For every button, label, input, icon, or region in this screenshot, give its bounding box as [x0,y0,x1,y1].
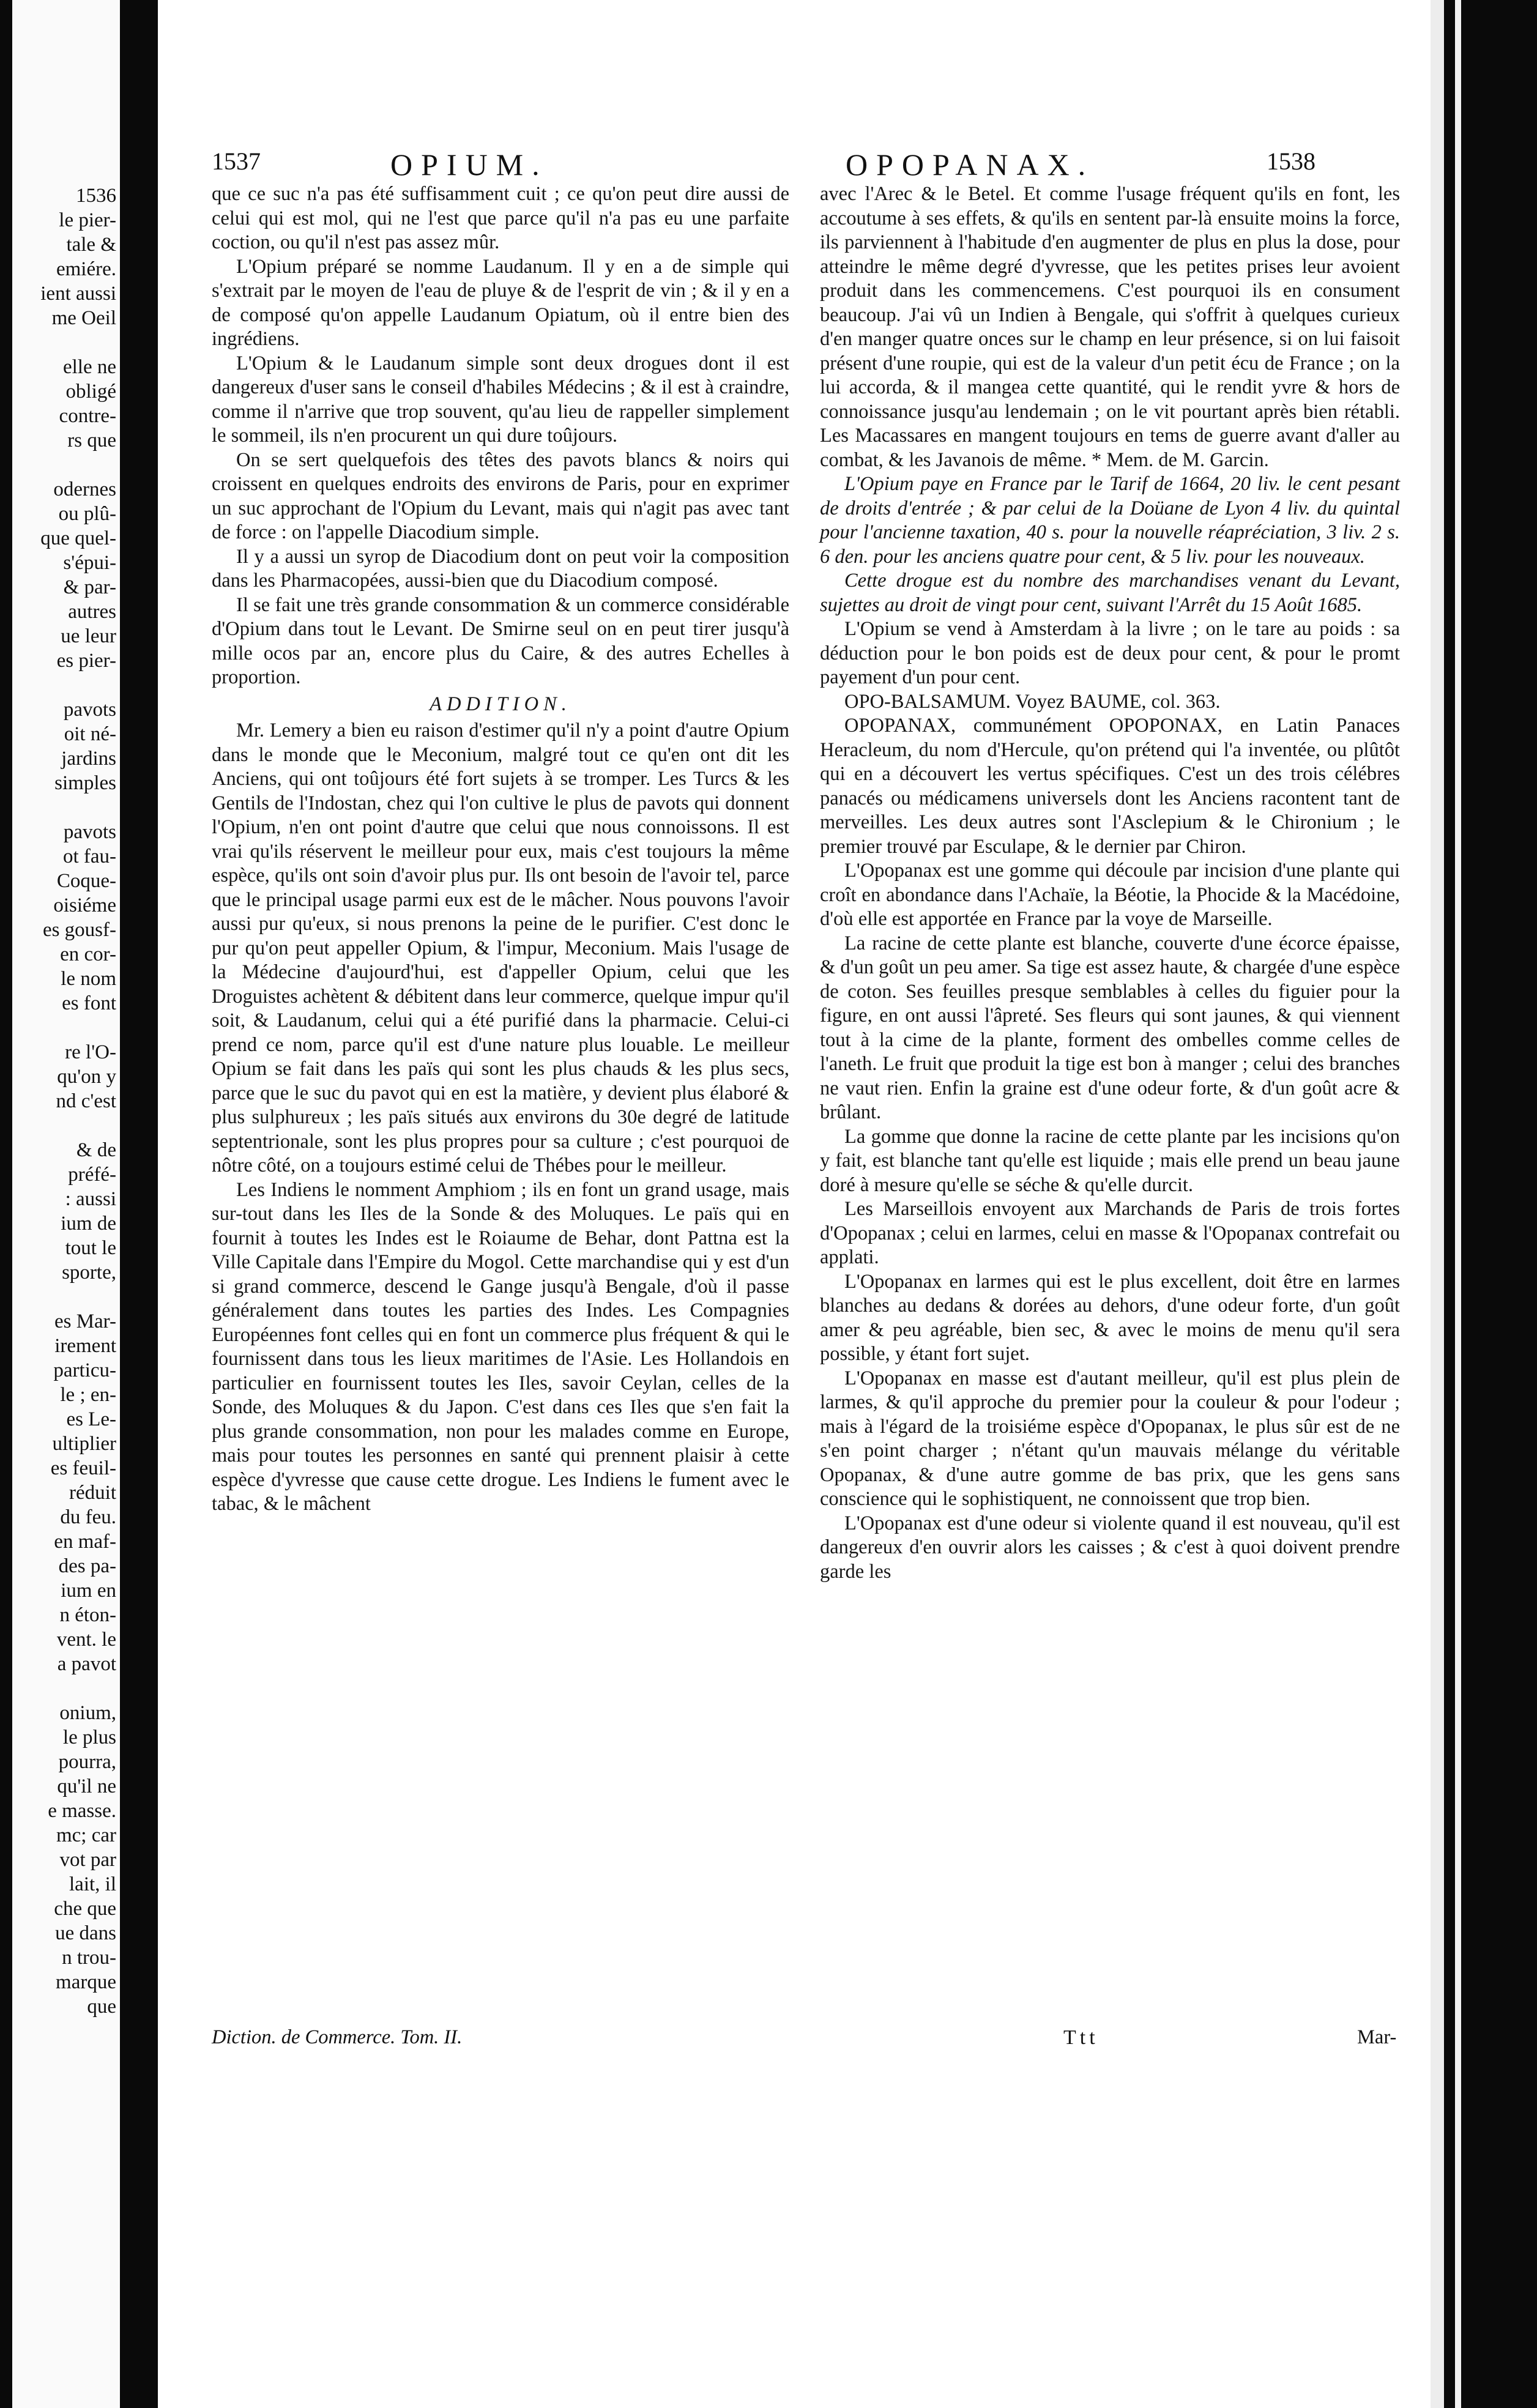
fragment-line: jardins [61,748,116,770]
entry-opo-balsamum: OPO-BALSAMUM. Voyez BAUME, col. 363. [844,690,1221,713]
fragment-line: elle ne [62,356,116,378]
levant-paragraph: Cette drogue est du nombre des marchandises venant du Levant, sujettes au droit de vingt pour cent, suivant l'Arrêt du 15 Août 1685. [820,570,1400,616]
addition-heading: ADDITION. [430,693,571,715]
fragment-line: me Oeil [51,307,116,329]
previous-page-fragment [12,0,120,2408]
paragraph: La gomme que donne la racine de cette plante par les incisions qu'on y fait, est blanche tant qu'elle est liquide ; mais elle prend un beau jaune doré à mesure qu'elle se séche & qu'elle durcit. [820,1125,1400,1196]
fragment-line: emiére. [56,258,116,280]
left-column [212,182,789,1517]
fragment-line: du feu. [60,1506,116,1528]
book-gutter [120,0,158,2408]
fragment-line: pavots [63,821,116,843]
paragraph: Mr. Lemery a bien eu raison d'estimer qu'il n'y a point d'autre Opium dans le monde que le Meconium, malgré tout ce qu'en ont dit les Anciens, qui ont toûjours été fort sujets à se tromper. Les Turcs & les Gentils de l'Indostan, chez qui l'on cultive le plus de pavots qui donnent l'Opium, n'en ont point d'autre que celui que nous connoissons. Il est vrai qu'ils réservent le meilleur pour eux, mais c'est toujours la même espèce, qu'ils ont soin d'avoir plus pur. Ils ont besoin de l'avoir tel, parce que le principal usage parmi eux est de le mâcher. Nous pouvons l'avoir aussi pur qu'eux, si nous prenons la peine de le purifier. C'est donc le pur qu'on peut appeller Opium, & l'impur, Meconium. Mais l'usage de la Médecine d'aujourd'hui, est d'appeller Opium, celui que les Droguistes achètent & débitent dans leur commerce, quelque impur qu'il soit, & Laudanum, celui qui a été purifié dans la pharmacie. Celui-ci prend ce nom, parce qu'il est d'une nature plus louable. Le meilleur Opium se fait dans les païs qui sont les plus chauds & les plus secs, parce que le suc du pavot qui en est la matière, y devient plus élaboré & plus sulphureux ; les païs situés aux environs du 30e degré de latitude septentrionale, sont les plus propres pour sa culture ; c'est pourquoi de nôtre côté, on a toujours estimé celui de Thébes pour le meilleur. [212,719,789,1176]
fragment-line: tout le [65,1237,116,1259]
fragment-line [12,795,120,820]
paragraph: L'Opopanax en larmes qui est le plus excellent, doit être en larmes blanches au dedans & dorées au dehors, d'une odeur forte, d'un goût amer & peu agréable, bien sec, & avec le moins de menu qu'il sera possible, y étant fort sujet. [820,1270,1400,1365]
paragraph: L'Opium préparé se nomme Laudanum. Il y en a de simple qui s'extrait par le moyen de l'eau de pluye & de l'esprit de vin ; & il y en a de composé qu'on appelle Laudanum Opiatum, où il entre bien des ingrédiens. [212,255,789,350]
fragment-line: des pa- [58,1555,116,1577]
paragraph: Les Marseillois envoyent aux Marchands de Paris de trois fortes d'Opopanax ; celui en larmes, celui en masse & l'Opopanax contrefait ou applati. [820,1198,1400,1268]
fragment-line: tale & [66,234,116,256]
fragment-line: autres [68,601,116,623]
tariff-paragraph: L'Opium paye en France par le Tarif de 1664, 20 liv. le cent pesant de droits d'entrée ; & par celui de la Doüane de Lyon 4 liv. du quintal pour l'ancienne taxation, 40 s. pour la nouvelle réapréciation, 3 liv. 2 s. 6 den. pour les anciens quatre pour cent, & 5 liv. pour les nouveaux. [820,473,1400,568]
fragment-line: ient aussi [40,283,116,305]
fragment-line: vent. le [56,1629,116,1651]
fragment-line: & par- [63,576,116,598]
fragment-line: es font [62,992,116,1014]
fragment-line: n trou- [62,1947,116,1969]
catchword: Mar- [1357,2026,1397,2048]
fragment-line [12,1676,120,1701]
fragment-line: mc; car [56,1824,116,1846]
fragment-line: ou plû- [58,503,116,525]
fragment-line: qu'il ne [57,1775,116,1797]
paragraph: avec l'Arec & le Betel. Et comme l'usage fréquent qu'ils en font, les accoutume à ses effets, & qu'ils en sentent par-là ensuite moins la force, ils parviennent à l'habitude d'en augmenter de plus en plus la dose, pour atteindre le même degré d'yvresse, que les petites prises leur avoient produit dans les commencemens. C'est pourquoi ils en consument beaucoup. J'ai vû un Indien à Bengale, qui s'offrit à quelques curieux d'en manger quatre onces sur le champ en leur présence, si on lui faisoit présent d'une roupie, qui est de la valeur d'un petit écu de France ; on la lui accorda, & il mangea cette quantité, qui le rendit yvre & hors de connoissance jusqu'au lendemain ; on le vit pourtant après bien rétabli. Les Macassares en mangent toujours en tems de guerre avant d'aller au combat, & les Javanois de même. * Mem. de M. Garcin. [820,183,1400,471]
fragment-line: simples [54,772,116,794]
fragment-line: oit né- [64,723,116,745]
fragment-line: contre- [59,405,116,427]
fragment-line: ue dans [55,1922,116,1944]
fragment-line: marque [56,1971,116,1993]
fragment-line: obligé [65,381,116,403]
fragment-line: onium, [59,1702,116,1724]
fragment-line: le nom [61,968,116,990]
fragment-line: préfé- [68,1164,116,1186]
fragment-line: ot fau- [62,845,116,868]
fragment-line: le ; en- [60,1384,116,1406]
fragment-line: sporte, [62,1262,116,1284]
fragment-line: particu- [53,1359,116,1381]
entry-opopanax: OPOPANAX, communément OPOPONAX, en Latin Panaces Heracleum, du nom d'Hercule, qu'on prétend qui l'a inventée, ou plûtôt qui en a découvert les vertus spécifiques. C'est un des trois célébres panacés ou médicamens universels dont les Anciens racontent tant de merveilles. Les deux autres sont l'Asclepium & le Chironium ; le premier trouvé par Esculape, & le dernier par Chiron. [820,715,1400,858]
fragment-line [12,673,120,697]
fragment-line: : aussi [65,1188,116,1210]
scan-border-right [1444,0,1537,2408]
paragraph: On se sert quelquefois des têtes des pavots blancs & noirs qui croissent en quelques endroits des environs de Paris, pour en exprimer un suc approchant de l'Opium du Levant, mais qui n'agit pas avec tant de force : on l'appelle Diacodium simple. [212,448,789,543]
paragraph: L'Opium & le Laudanum simple sont deux drogues dont il est dangereux d'user sans le conseil d'habiles Médecins ; & il est à craindre, comme il n'arrive que trop souvent, qu'au lieu de rappeller simplement le sommeil, ils n'en procurent un qui dure toûjours. [212,352,789,447]
fragment-line: s'épui- [63,552,116,574]
fragment-line: en maf- [54,1531,116,1553]
paragraph: L'Opium se vend à Amsterdam à la livre ; on le tare au poids : sa déduction pour le bon poids est de deux pour cent, & pour le promt payement d'un pour cent. [820,618,1400,688]
fragment-line: e masse. [48,1800,116,1822]
fragment-line: ue leur [61,625,116,647]
fragment-line: re l'O- [65,1041,116,1063]
left-page-number: 1537 [212,147,261,175]
right-column [820,182,1400,1584]
signature-mark: Ttt [1063,2026,1099,2049]
fragment-line: ultiplier [52,1433,116,1455]
fragment-line [12,330,120,355]
fragment-line: irement [54,1335,116,1357]
fragment-line: le plus [62,1726,116,1748]
right-running-title: OPOPANAX. [846,147,1095,182]
fragment-line: es pier- [56,650,116,672]
fragment-line: che que [54,1898,116,1920]
fragment-line [12,1113,120,1138]
fragment-line: & de [76,1139,116,1161]
fragment-line: 1536 [76,185,116,207]
fragment-line: pourra, [58,1751,116,1773]
fragment-line: vot par [59,1849,116,1871]
previous-page-text [12,184,120,2019]
fragment-line [12,1016,120,1040]
fragment-line: es Le- [66,1408,116,1430]
fragment-line: nd c'est [56,1090,116,1112]
paragraph: Les Indiens le nomment Amphiom ; ils en font un grand usage, mais sur-tout dans les Iles de la Sonde & des Moluques. Le païs qui en fournit à toutes les Indes est le Roiaume de Behar, dont Pattna est la Ville Capitale dans l'Empire du Mogol. Cette marchandise qui y est d'un si grand commerce, descend le Gange jusqu'à Bengale, d'où il passe généralement dans toutes les parties des Indes. Les Compagnies Européennes font celles qui en font un commerce plus fréquent & qui le fournissent dans tous les lieux maritimes de l'Asie. Les Hollandois en particulier en fournissent toutes les Iles, savoir Ceylan, celles de la Sonde, des Moluques & du Japon. C'est dans ces Iles que s'en fait la plus grande consommation, non pour les malades comme en Europe, mais pour toutes les personnes en santé qui prennent plaisir à cette espèce d'yvresse que cause cette drogue. Les Indiens le fument avec le tabac, & le mâchent [212,1178,789,1515]
fragment-line: es Mar- [54,1310,116,1332]
fragment-line: a pavot [57,1653,116,1675]
fragment-line: réduit [69,1482,116,1504]
fragment-line: oisiéme [53,894,116,916]
page [158,0,1431,2408]
page-edge [1431,0,1444,2408]
paragraph: L'Opopanax en masse est d'autant meilleur, qu'il est plus plein de larmes, & qu'il approche du premier pour la couleur & pour l'odeur ; mais à l'égard de la troisiéme espèce d'Opopanax, le plus sûr est de ne s'en point charger ; n'étant qu'un mauvais mélange du véritable Opopanax, & d'une autre gomme de bas prix, que les gens sans conscience qui le sophistiquent, ne connoissent que trop bien. [820,1367,1400,1510]
paragraph: L'Opopanax est une gomme qui découle par incision d'une plante qui croît en abondance dans l'Achaïe, la Béotie, la Phocide & la Macédoine, d'où elle est apportée en France par la voye de Marseille. [820,860,1400,930]
fragment-line: lait, il [69,1873,116,1895]
fragment-line: ium de [61,1213,116,1235]
fragment-line: odernes [53,478,116,500]
fragment-line: rs que [67,429,116,452]
fragment-line: es gousf- [42,919,116,941]
fragment-line [12,1285,120,1309]
fragment-line: ium en [61,1580,116,1602]
fragment-line: Coque- [56,870,116,892]
left-running-title: OPIUM. [390,147,548,182]
paragraph: La racine de cette plante est blanche, couverte d'une écorce épaisse, & d'un goût un peu amer. Sa tige est assez haute, & chargée d'une espèce de coton. Ses feuilles presque semblables à celles du figuier pour la figure, en ont aussi l'âpreté. Ses fleurs qui sont jaunes, & qui viennent tout à la cime de la plante, forment des ombelles comme celles de l'aneth. Le fruit que produit la tige est bon à manger ; celui des branches ne vaut rien. Enfin la graine est d'une odeur forte, & d'un goût acre & brûlant. [820,932,1400,1123]
fragment-line: qu'on y [57,1066,116,1088]
footer-source: Diction. de Commerce. Tom. II. [212,2026,463,2048]
paragraph: Il y a aussi un syrop de Diacodium dont on peut voir la composition dans les Pharmacopées, aussi-bien que du Diacodium composé. [212,545,789,592]
fragment-line: en cor- [60,943,116,965]
scan-border-left [0,0,12,2408]
paragraph: L'Opopanax est d'une odeur si violente quand il est nouveau, qu'il est dangereux d'en ouvrir alors les caisses ; & c'est à quoi doivent prendre garde les [820,1512,1400,1583]
fragment-line: n éton- [59,1604,116,1626]
paragraph: Il se fait une très grande consommation & un commerce considérable d'Opium dans tout le Levant. De Smirne seul on en peut tirer jusqu'à mille ocos par an, encore plus du Caire, & des autres Echelles à proportion. [212,593,789,688]
fragment-line: pavots [63,699,116,721]
fragment-line: que [87,1996,116,2018]
fragment-line: le pier- [59,209,116,231]
fragment-line: es feuil- [50,1457,116,1479]
right-page-number: 1538 [1267,147,1316,175]
fragment-line [12,453,120,477]
paragraph: que ce suc n'a pas été suffisamment cuit ; ce qu'on peut dire aussi de celui qui est mol, qui ne l'est que parce qu'il n'a pas eu une parfaite coction, ou qu'il n'est pas assez mûr. [212,183,789,253]
fragment-line: que quel- [40,527,116,549]
